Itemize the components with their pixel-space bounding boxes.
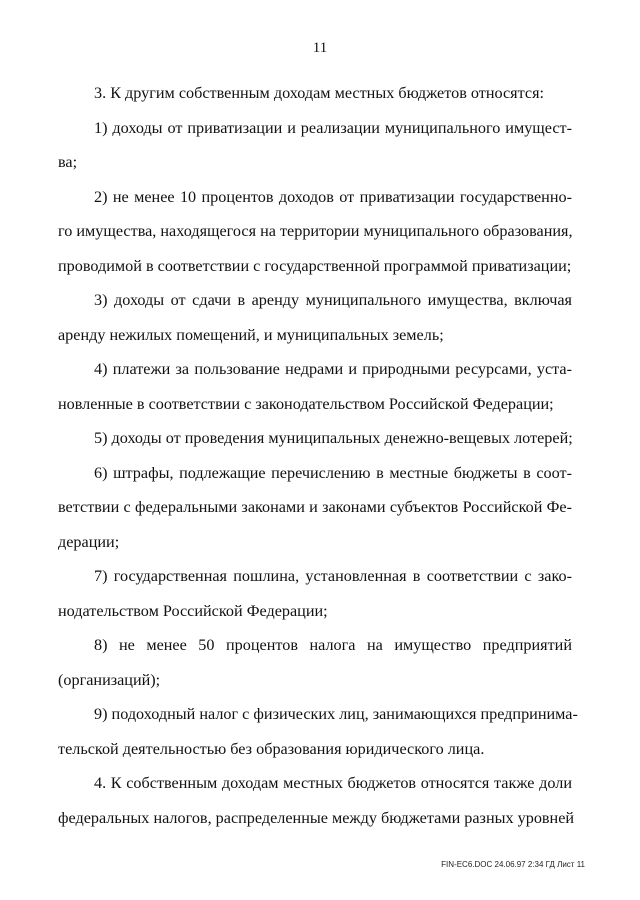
text-line: новленные в соответствии с законодательством Российской Федерации; — [58, 394, 554, 413]
text-line: 4. К собственным доходам местных бюджетов относятся также доли — [94, 774, 572, 792]
text-line: дерации; — [58, 532, 120, 551]
text-line: го имущества, находящегося на территории муниципального образования, — [58, 222, 573, 240]
list-item-1 — [58, 111, 572, 180]
text-line: проводимой в соответствии с государственной программой приватизации; — [58, 256, 572, 275]
text-line: 3. К другим собственным доходам местных бюджетов относятся: — [94, 84, 545, 102]
text-line: 5) доходы от проведения муниципальных денежно-вещевых лотерей; — [94, 429, 573, 447]
list-item-4 — [58, 352, 572, 421]
text-line: 1) доходы от приватизации и реализации муниципального имущест- — [94, 118, 572, 137]
text-line: 4) платежи за пользование недрами и природными ресурсами, уста- — [94, 360, 572, 378]
list-item-5 — [58, 421, 572, 456]
text-line: тельской деятельностью без образования юридического лица. — [58, 739, 485, 758]
list-item-6 — [58, 456, 572, 560]
list-item-9 — [58, 697, 578, 766]
text-line: 3) доходы от сдачи в аренду муниципального имущества, включая — [94, 291, 572, 309]
text-line: 6) штрафы, подлежащие перечислению в местные бюджеты в соот- — [94, 463, 572, 482]
text-line: 7) государственная пошлина, установленная в соответствии с зако- — [94, 567, 572, 585]
text-line: нодательством Российской Федерации; — [58, 601, 328, 620]
list-item-3 — [58, 283, 572, 352]
text-line: федеральных налогов, распределенные между бюджетами разных уровней — [58, 808, 575, 827]
text-line: ва; — [58, 153, 78, 171]
text-line: аренду нежилых помещений, и муниципальных земель; — [58, 325, 444, 344]
text-line: 2) не менее 10 процентов доходов от приватизации государственно- — [94, 187, 572, 206]
paragraph-3 — [58, 76, 572, 111]
paragraph-4 — [58, 766, 575, 835]
document-body — [58, 76, 578, 835]
text-line: 8) не менее 50 процентов налога на имущество предприятий — [94, 636, 572, 654]
list-item-2 — [58, 180, 572, 284]
page-number: 11 — [312, 40, 328, 56]
list-item-7 — [58, 559, 572, 628]
list-item-8 — [58, 628, 572, 697]
page-footer: FIN-EC6.DOC 24.06.97 2:34 ГД Лист 11 — [441, 860, 585, 869]
text-line: (организаций); — [58, 670, 161, 689]
text-line: 9) подоходный налог с физических лиц, занимающихся предпринима- — [94, 705, 578, 723]
text-line: ветствии с федеральными законами и законами субъектов Российской Фе- — [58, 498, 572, 516]
